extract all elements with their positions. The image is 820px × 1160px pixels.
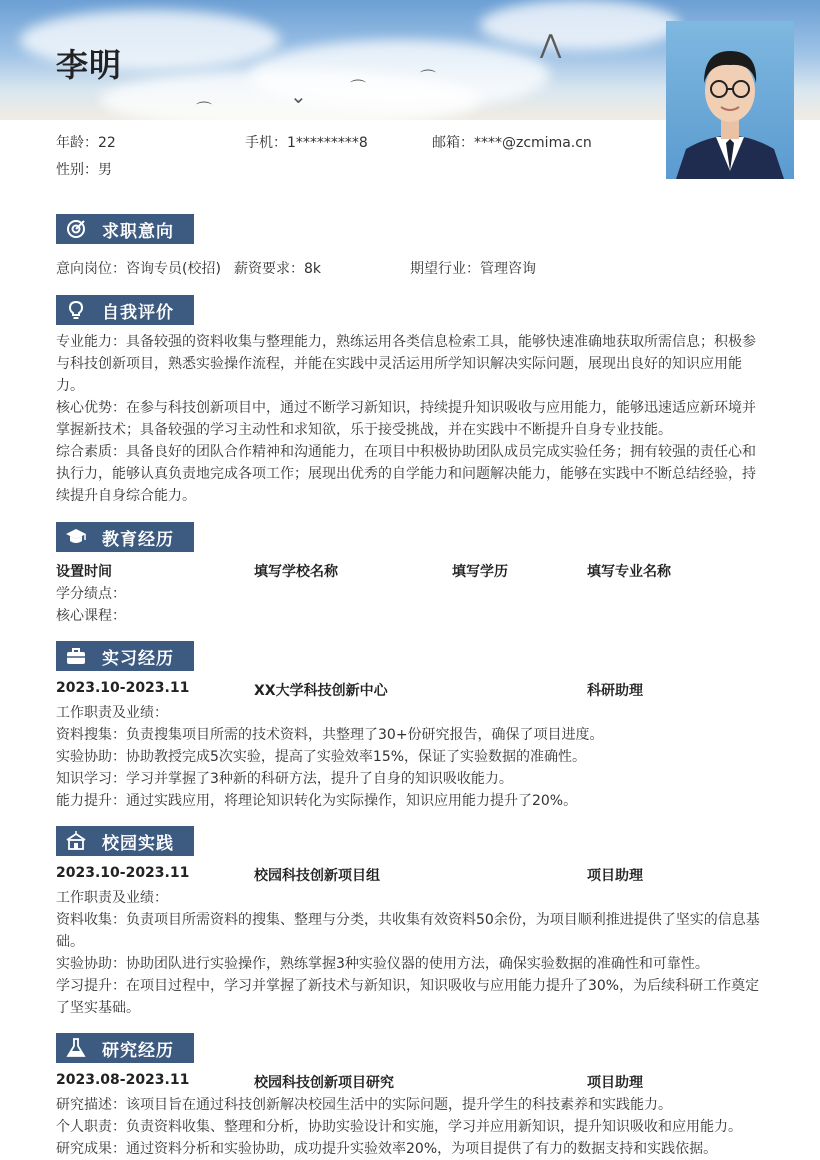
internship-line: 工作职责及业绩：	[56, 705, 168, 721]
education-courses: 核心课程：	[56, 608, 126, 624]
campus-line: 实验协助：协助团队进行实验操作，熟练掌握3种实验仪器的使用方法，确保实验数据的准确性和可靠性。	[56, 956, 709, 972]
bird-icon: ⌒	[350, 78, 367, 97]
education-time: 设置时间	[56, 564, 112, 580]
research-row	[56, 1072, 766, 1092]
section-header-intent	[56, 214, 194, 244]
self-eval-line: 执行力，能够认真负责地完成各项工作；展现出优秀的自学能力和问题解决能力，能够在实践中不断总结经验，持	[56, 466, 756, 482]
campus-line: 础。	[56, 934, 84, 950]
section-header-self-eval	[56, 295, 194, 325]
gender-info: 性别：男	[56, 162, 112, 178]
section-header-internship	[56, 641, 194, 671]
avatar	[666, 21, 794, 179]
internship-time: 2023.10-2023.11	[56, 680, 190, 696]
internship-line: 实验协助：协助教授完成5次实验，提高了实验效率15%，保证了实验数据的准确性。	[56, 749, 587, 765]
bird-icon: ⌒	[196, 100, 213, 119]
self-eval-line: 综合素质：具备良好的团队合作精神和沟通能力，在项目中积极协助团队成员完成实验任务；拥有较强的责任心和	[56, 444, 756, 460]
education-row	[56, 561, 766, 581]
target-icon	[56, 219, 96, 239]
age-info: 年龄：22	[56, 135, 116, 151]
self-eval-line: 续提升自身综合能力。	[56, 488, 196, 504]
campus-line: 工作职责及业绩：	[56, 890, 168, 906]
research-line: 个人职责：负责资料收集、整理和分析，协助实验设计和实施，学习并应用新知识，提升知识吸收和应用能力。	[56, 1119, 742, 1135]
section-title: 自我评价	[102, 302, 174, 323]
self-eval-line: 掌握新技术；具备较强的学习主动性和求知欲，乐于接受挑战，并在实践中不断提升自身专业技能。	[56, 422, 672, 438]
section-header-research	[56, 1033, 194, 1063]
self-eval-line: 核心优势：在参与科技创新项目中，通过不断学习新知识，持续提升知识吸收与应用能力，能够迅速适应新环境并	[56, 400, 756, 416]
bird-icon: ⌄	[290, 84, 307, 108]
section-title: 实习经历	[102, 648, 174, 669]
internship-org: XX大学科技创新中心	[254, 683, 388, 699]
internship-line: 知识学习：学习并掌握了3种新的科研方法，提升了自身的知识吸收能力。	[56, 771, 513, 787]
section-header-campus	[56, 826, 194, 856]
research-time: 2023.08-2023.11	[56, 1072, 190, 1088]
research-role: 项目助理	[587, 1075, 643, 1091]
phone-info: 手机：1*********8	[245, 135, 368, 151]
campus-line: 了坚实基础。	[56, 1000, 140, 1016]
internship-role: 科研助理	[587, 683, 643, 699]
research-line: 研究描述：该项目旨在通过科技创新解决校园生活中的实际问题，提升学生的科技素养和实践能力。	[56, 1097, 672, 1113]
self-eval-line: 与科技创新项目，熟悉实验操作流程，并能在实践中灵活运用所学知识解决实际问题，展现出良好的知识应用能	[56, 356, 742, 372]
section-title: 校园实践	[102, 833, 174, 854]
section-title: 教育经历	[102, 529, 174, 550]
internship-row	[56, 680, 766, 700]
campus-org: 校园科技创新项目组	[254, 868, 380, 884]
research-line: 研究成果：通过资料分析和实验协助，成功提升实验效率20%，为项目提供了有力的数据支持和实践依据。	[56, 1141, 718, 1157]
internship-line: 能力提升：通过实践应用，将理论知识转化为实际操作，知识应用能力提升了20%。	[56, 793, 578, 809]
research-org: 校园科技创新项目研究	[254, 1075, 394, 1091]
intent-position: 意向岗位：咨询专员(校招)	[56, 261, 221, 277]
intent-salary: 薪资要求：8k	[234, 261, 322, 277]
education-school: 填写学校名称	[254, 564, 338, 580]
school-building-icon	[56, 831, 96, 851]
campus-row	[56, 865, 766, 885]
section-title: 研究经历	[102, 1040, 174, 1061]
intent-industry: 期望行业：管理咨询	[410, 261, 536, 277]
section-header-education	[56, 522, 194, 552]
candidate-name: 李明	[56, 46, 123, 84]
bird-icon: ⋀	[540, 30, 562, 60]
self-eval-line: 专业能力：具备较强的资料收集与整理能力，熟练运用各类信息检索工具，能够快速准确地获取所需信息；积极参	[56, 334, 756, 350]
campus-line: 资料收集：负责项目所需资料的搜集、整理与分类，共收集有效资料50余份，为项目顺利推进提供了坚实的信息基	[56, 912, 760, 928]
email-info: 邮箱：****@zcmima.cn	[432, 135, 592, 151]
self-eval-line: 力。	[56, 378, 84, 394]
section-title: 求职意向	[102, 221, 174, 242]
graduation-cap-icon	[56, 527, 96, 547]
education-gpa: 学分绩点：	[56, 586, 126, 602]
flask-icon	[56, 1038, 96, 1058]
lightbulb-icon	[56, 300, 96, 320]
campus-line: 学习提升：在项目过程中，学习并掌握了新技术与新知识，知识吸收与应用能力提升了30%，为后续科研工作奠定	[56, 978, 760, 994]
education-degree: 填写学历	[452, 564, 508, 580]
internship-line: 资料搜集：负责搜集项目所需的技术资料，共整理了30+份研究报告，确保了项目进度。	[56, 727, 604, 743]
education-major: 填写专业名称	[587, 564, 671, 580]
briefcase-icon	[56, 647, 96, 665]
bird-icon: ⌒	[420, 68, 437, 87]
campus-time: 2023.10-2023.11	[56, 865, 190, 881]
campus-role: 项目助理	[587, 868, 643, 884]
